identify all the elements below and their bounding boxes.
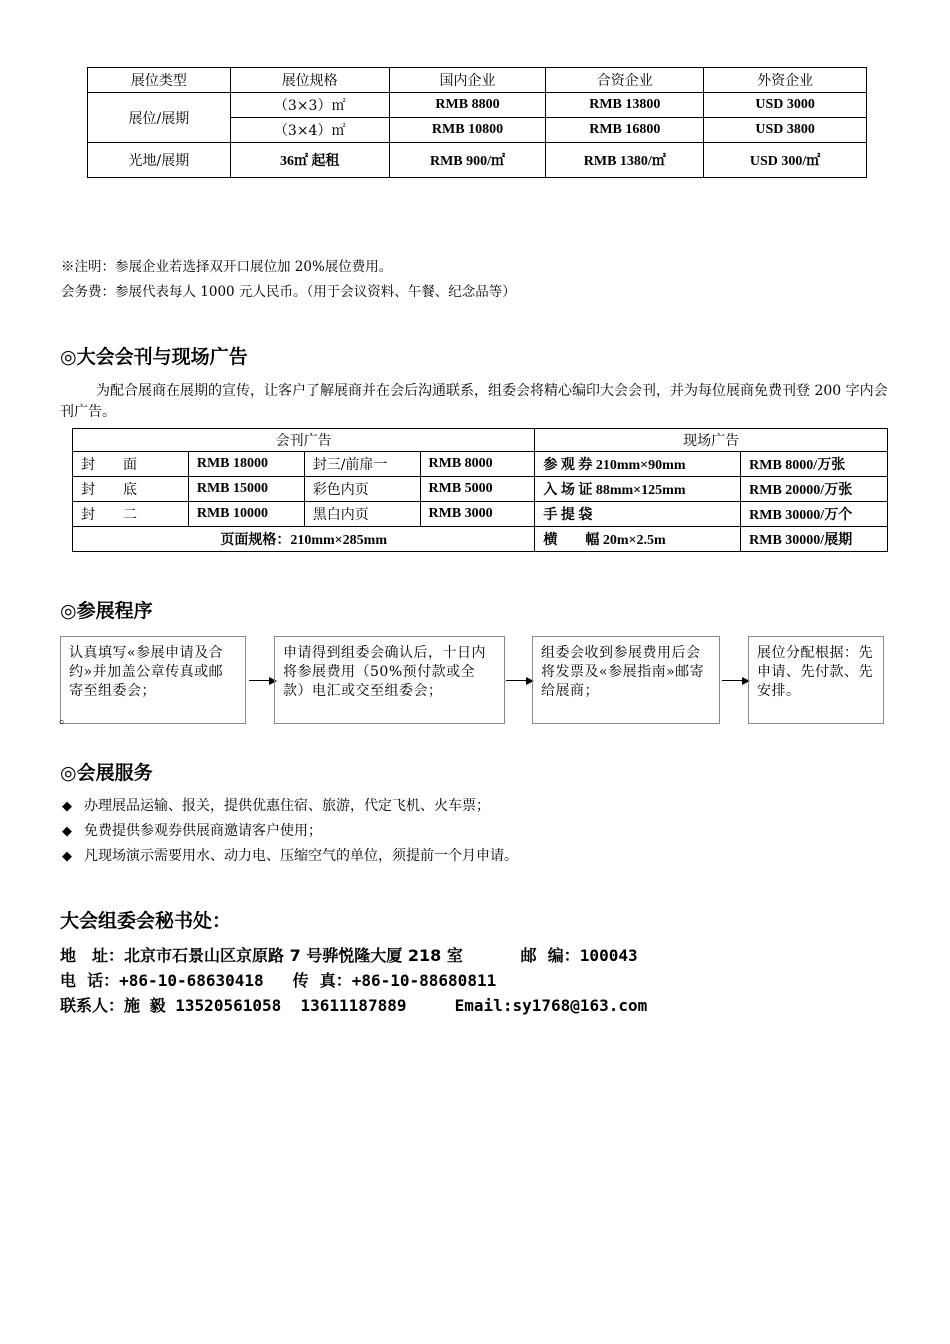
onsite-ad-price: RMB 30000/展期 (741, 527, 888, 552)
postcode-label: 邮 编： (520, 946, 580, 965)
header-catalog-ads: 会刊广告 (73, 429, 535, 452)
header-joint-venture: 合资企业 (546, 68, 704, 93)
onsite-ad-price: RMB 8000/万张 (741, 452, 888, 477)
onsite-ad-price: RMB 20000/万张 (741, 477, 888, 502)
ground-booth-type: 光地/展期 (88, 143, 231, 178)
table-row (88, 143, 867, 178)
list-item (62, 793, 490, 820)
table-row (88, 93, 867, 118)
page-size-spec: 页面规格：210mm×285mm (73, 527, 535, 552)
header-onsite-ads: 现场广告 (535, 429, 888, 452)
price-domestic: RMB 900/㎡ (389, 143, 546, 178)
onsite-ad-price: RMB 30000/万个 (741, 502, 888, 527)
diamond-bullet-icon: ◆ (62, 824, 72, 839)
procedure-step-2: 申请得到组委会确认后，十日内将参展费用（50%预付款或全款）电汇或交至组委会； (274, 636, 505, 724)
ads-price-table (72, 428, 888, 552)
ad-item: 封 底 (73, 477, 189, 502)
list-item (62, 818, 322, 845)
phone-label: 电 话： (60, 971, 120, 990)
booth-spec: （3×4）㎡ (230, 118, 389, 143)
onsite-ad-item: 横 幅 20m×2.5m (535, 527, 741, 552)
price-foreign: USD 3800 (704, 118, 867, 143)
service-text: 免费提供参观券供展商邀请客户使用； (84, 823, 322, 839)
arrow-right-icon (722, 674, 750, 686)
list-item (62, 843, 518, 870)
service-text: 凡现场演示需要用水、动力电、压缩空气的单位，须提前一个月申请。 (84, 848, 518, 864)
contact-line (60, 993, 647, 1018)
table-row (73, 477, 888, 502)
header-domestic: 国内企业 (389, 68, 546, 93)
procedure-step-4: 展位分配根据：先申请、先付款、先安排。 (748, 636, 884, 724)
fax-label: 传 真： (292, 971, 352, 990)
booth-spec: （3×3）㎡ (230, 93, 389, 118)
onsite-ad-item: 手 提 袋 (535, 502, 741, 527)
phone-value: +86-10-68630418 (119, 971, 264, 990)
booth-price-table (87, 67, 867, 178)
stray-mark: 。 (59, 711, 73, 727)
price-domestic: RMB 10800 (389, 118, 546, 143)
fax-value: +86-10-88680811 (351, 971, 497, 990)
address-value: 北京市石景山区京原路 7 号骅悦隆大厦 218 室 (124, 946, 463, 965)
address-line (60, 943, 638, 968)
ad-item: 封三/前扉一 (304, 452, 420, 477)
meeting-fee-note: 会务费：参展代表每人 1000 元人民币。（用于会议资料、午餐、纪念品等） (61, 284, 516, 300)
ad-item: 封 二 (73, 502, 189, 527)
diamond-bullet-icon: ◆ (62, 799, 72, 814)
procedure-section-title: ◎参展程序 (60, 600, 153, 622)
header-foreign: 外资企业 (704, 68, 867, 93)
double-open-note: ※注明：参展企业若选择双开口展位加 20%展位费用。 (61, 259, 393, 275)
table-header-row (73, 429, 888, 452)
postcode-value: 100043 (579, 946, 638, 965)
ad-price: RMB 18000 (188, 452, 304, 477)
arrow-right-icon (249, 674, 277, 686)
ad-price: RMB 15000 (188, 477, 304, 502)
table-row (73, 502, 888, 527)
diamond-bullet-icon: ◆ (62, 849, 72, 864)
secretariat-title: 大会组委会秘书处： (60, 910, 232, 932)
standard-booth-type: 展位/展期 (88, 93, 231, 143)
table-row (73, 527, 888, 552)
header-booth-type: 展位类型 (88, 68, 231, 93)
ads-intro-paragraph: 为配合展商在展期的宣传，让客户了解展商并在会后沟通联系，组委会将精心编印大会会刊，并为每位展商免费刊登 200 字内会刊广告。 (60, 383, 888, 420)
ad-price: RMB 8000 (420, 452, 535, 477)
price-foreign: USD 300/㎡ (704, 143, 867, 178)
services-section-title: ◎会展服务 (60, 762, 153, 784)
price-foreign: USD 3000 (704, 93, 867, 118)
service-text: 办理展品运输、报关，提供优惠住宿、旅游，代定飞机、火车票； (84, 798, 490, 814)
ad-price: RMB 5000 (420, 477, 535, 502)
procedure-step-1: 认真填写«参展申请及合约»并加盖公章传真或邮寄至组委会； (60, 636, 246, 724)
contact-value: 施 毅 13520561058 13611187889 (124, 996, 407, 1015)
ad-price: RMB 10000 (188, 502, 304, 527)
address-label: 地 址： (60, 946, 125, 965)
procedure-step-3: 组委会收到参展费用后会将发票及«参展指南»邮寄给展商； (532, 636, 720, 724)
ad-item: 黑白内页 (304, 502, 420, 527)
onsite-ad-item: 参 观 券 210mm×90mm (535, 452, 741, 477)
header-booth-spec: 展位规格 (230, 68, 389, 93)
table-row (73, 452, 888, 477)
ad-item: 封 面 (73, 452, 189, 477)
price-domestic: RMB 8800 (389, 93, 546, 118)
booth-spec: 36㎡ 起租 (230, 143, 389, 178)
price-jv: RMB 16800 (546, 118, 704, 143)
ad-price: RMB 3000 (420, 502, 535, 527)
phone-line (60, 968, 496, 993)
contact-label: 联系人： (60, 996, 125, 1015)
price-jv: RMB 1380/㎡ (546, 143, 704, 178)
email-value: Email:sy1768@163.com (454, 996, 648, 1015)
price-jv: RMB 13800 (546, 93, 704, 118)
onsite-ad-item: 入 场 证 88mm×125mm (535, 477, 741, 502)
ads-section-title: ◎大会会刊与现场广告 (60, 346, 248, 368)
table-header-row (88, 68, 867, 93)
ad-item: 彩色内页 (304, 477, 420, 502)
arrow-right-icon (506, 674, 534, 686)
